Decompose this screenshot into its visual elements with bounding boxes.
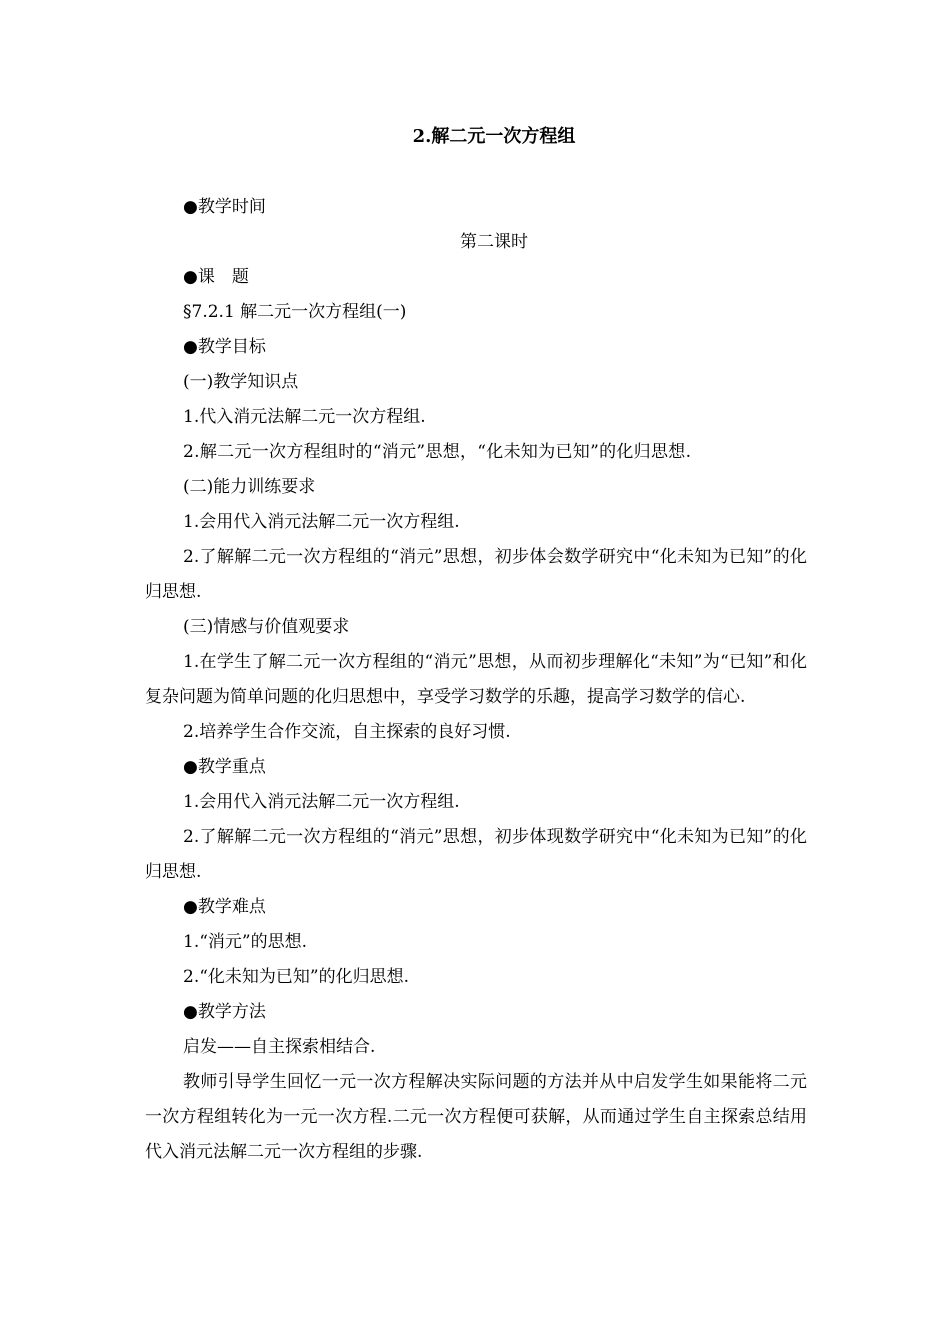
values-item-1: 1.在学生了解二元一次方程组的“消元”思想，从而初步理解化“未知”为“已知”和化复杂问题为简单问题的化归思想中，享受学习数学的乐趣，提高学习数学的信心. (145, 652, 807, 707)
document-title: 2.解二元一次方程组 (412, 126, 576, 147)
values-item-2: 2.培养学生合作交流，自主探索的良好习惯. (183, 722, 511, 742)
difficulty-2: 2.“化未知为已知”的化归思想. (183, 967, 410, 987)
ability-item-1: 1.会用代入消元法解二元一次方程组. (183, 512, 460, 532)
document-body (145, 190, 807, 1170)
section-heading-key-points: ●教学重点 (183, 757, 266, 777)
section-heading-time: ●教学时间 (183, 197, 266, 217)
key-point-2: 2.了解解二元一次方程组的“消元”思想，初步体现数学研究中“化未知为已知”的化归思想. (145, 827, 807, 882)
method-summary: 启发——自主探索相结合. (183, 1037, 376, 1057)
knowledge-item-1: 1.代入消元法解二元一次方程组. (183, 407, 426, 427)
key-point-1: 1.会用代入消元法解二元一次方程组. (183, 792, 460, 812)
section-heading-topic: ●课 题 (183, 267, 249, 287)
topic-text: §7.2.1 解二元一次方程组(一) (183, 302, 407, 322)
lesson-period: 第二课时 (460, 232, 528, 252)
subheading-knowledge: (一)教学知识点 (183, 372, 299, 392)
section-heading-objectives: ●教学目标 (183, 337, 266, 357)
subheading-ability: (二)能力训练要求 (183, 477, 316, 497)
ability-item-2: 2.了解解二元一次方程组的“消元”思想，初步体会数学研究中“化未知为已知”的化归思想. (145, 547, 807, 602)
subheading-values: (三)情感与价值观要求 (183, 617, 350, 637)
method-description: 教师引导学生回忆一元一次方程解决实际问题的方法并从中启发学生如果能将二元一次方程组转化为一元一次方程.二元一次方程便可获解，从而通过学生自主探索总结用代入消元法解二元一次方程组的步骤. (145, 1072, 807, 1162)
section-heading-difficulties: ●教学难点 (183, 897, 266, 917)
knowledge-item-2: 2.解二元一次方程组时的“消元”思想，“化未知为已知”的化归思想. (183, 442, 692, 462)
difficulty-1: 1.“消元”的思想. (183, 932, 308, 952)
section-heading-methods: ●教学方法 (183, 1002, 266, 1022)
